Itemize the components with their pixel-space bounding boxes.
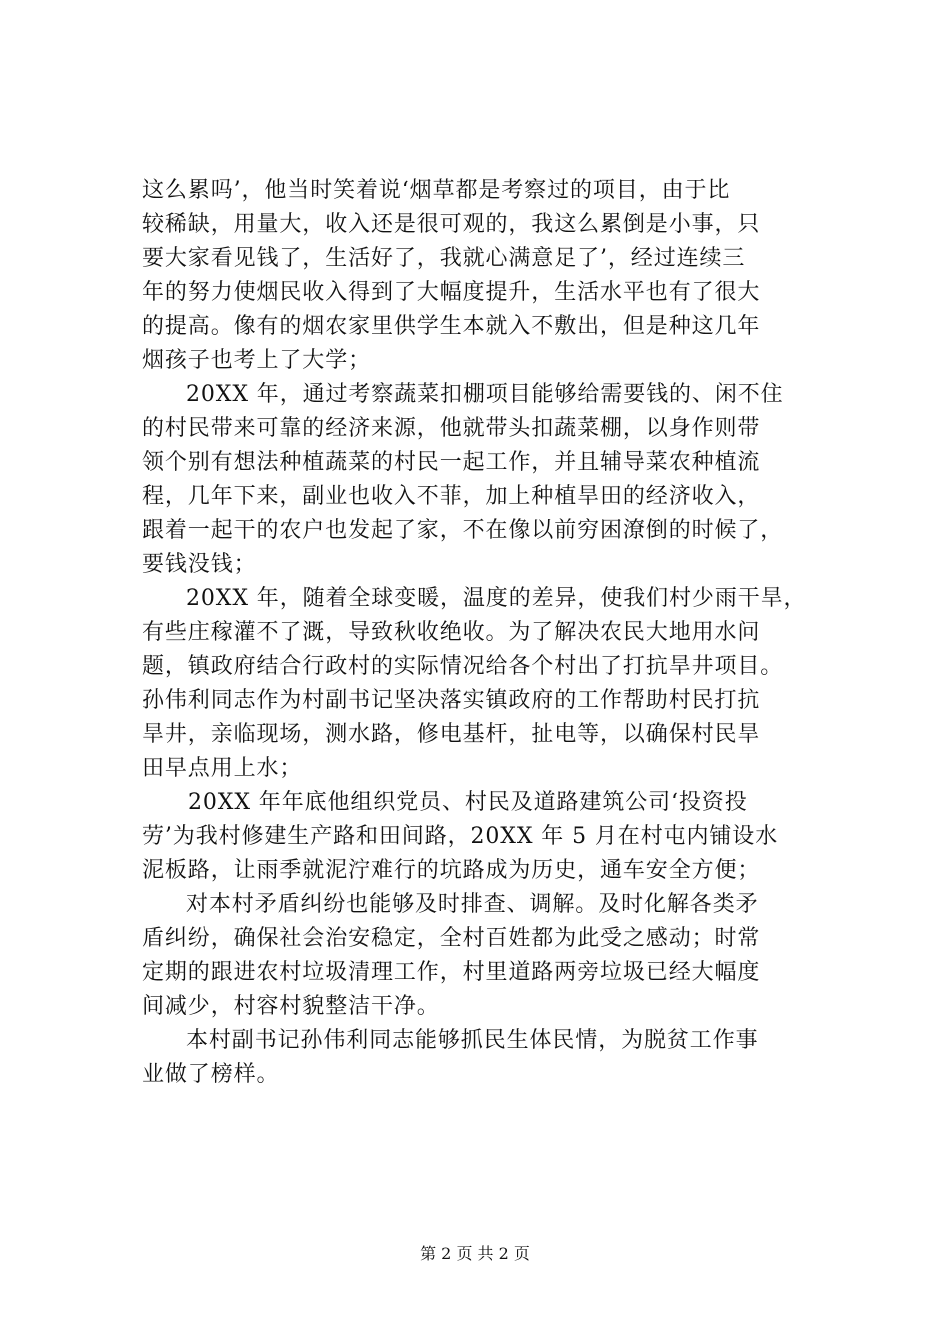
paragraph-start-line: 20XX 年，通过考察蔬菜扣棚项目能够给需要钱的、闲不住 xyxy=(186,382,784,407)
text-line: 年的努力使烟民收入得到了大幅度提升，生活水平也有了很大 xyxy=(142,280,761,305)
text-line: 盾纠纷，确保社会治安稳定，全村百姓都为此受之感动；时常 xyxy=(142,926,761,951)
text-line: 旱井，亲临现场，测水路，修电基杆，扯电等，以确保村民旱 xyxy=(142,722,761,747)
text-line: 有些庄稼灌不了溉，导致秋收绝收。为了解决农民大地用水问 xyxy=(142,620,761,645)
text-line: 业做了榜样。 xyxy=(142,1062,280,1087)
text-line: 程，几年下来，副业也收入不菲，加上种植旱田的经济收入， xyxy=(142,484,761,509)
text-line: 间减少，村容村貌整洁干净。 xyxy=(142,994,440,1019)
text-line: 泥板路，让雨季就泥泞难行的坑路成为历史，通车安全方便； xyxy=(142,858,761,883)
paragraph-start-line: 20XX 年，随着全球变暖，温度的差异，使我们村少雨干旱， xyxy=(186,586,807,611)
text-line: 的提高。像有的烟农家里供学生本就入不敷出，但是种这几年 xyxy=(142,314,761,339)
text-line: 孙伟利同志作为村副书记坚决落实镇政府的工作帮助村民打抗 xyxy=(142,688,761,713)
text-line: 题，镇政府结合行政村的实际情况给各个村出了打抗旱井项目。 xyxy=(142,654,784,679)
text-line: 这么累吗’，他当时笑着说‘烟草都是考察过的项目，由于比 xyxy=(142,178,731,203)
text-line: 要钱没钱； xyxy=(142,552,257,577)
text-line: 劳’为我村修建生产路和田间路，20XX 年 5 月在村屯内铺设水 xyxy=(142,824,779,849)
text-line: 领个别有想法种植蔬菜的村民一起工作，并且辅导菜农种植流 xyxy=(142,450,761,475)
paragraph-start-line: 本村副书记孙伟利同志能够抓民生体民情，为脱贫工作事 xyxy=(186,1028,759,1053)
paragraph-start-line: 20XX 年年底他组织党员、村民及道路建筑公司‘投资投 xyxy=(188,790,748,815)
text-line: 定期的跟进农村垃圾清理工作，村里道路两旁垃圾已经大幅度 xyxy=(142,960,761,985)
text-line: 跟着一起干的农户也发起了家，不在像以前穷困潦倒的时候了， xyxy=(142,518,784,543)
paragraph-start-line: 对本村矛盾纠纷也能够及时排查、调解。及时化解各类矛 xyxy=(186,892,759,917)
text-line: 烟孩子也考上了大学； xyxy=(142,348,372,373)
text-line: 田早点用上水； xyxy=(142,756,303,781)
text-line: 较稀缺，用量大，收入还是很可观的，我这么累倒是小事，只 xyxy=(142,212,761,237)
text-line: 要大家看见钱了，生活好了，我就心满意足了’，经过连续三 xyxy=(142,246,746,271)
document-body xyxy=(142,174,832,1092)
text-line: 的村民带来可靠的经济来源，他就带头扣蔬菜棚，以身作则带 xyxy=(142,416,761,441)
page-number-footer: 第 2 页 共 2 页 xyxy=(420,1244,530,1263)
